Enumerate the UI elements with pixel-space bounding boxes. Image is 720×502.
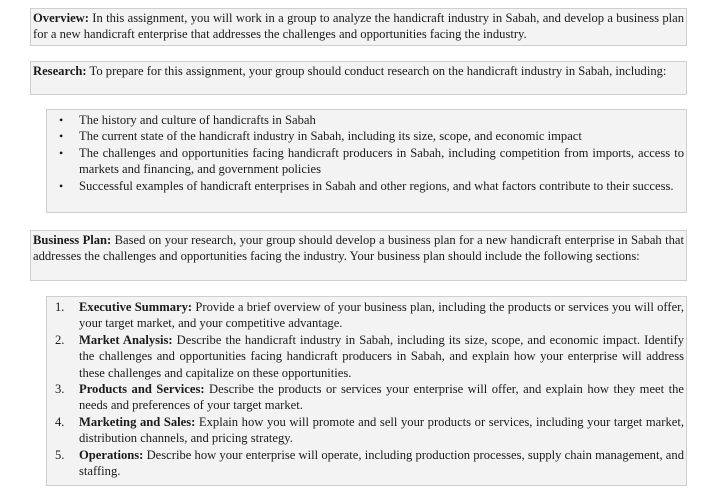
section-text: Describe how your enterprise will operate, including production processes, supply chain management, and staffing. — [79, 447, 684, 479]
overview-text: In this assignment, you will work in a group to analyze the handicraft industry in Sabah, and develop a business plan for a new handicraft enterprise that addresses the challenges and opportunities facing the industry. — [33, 11, 684, 42]
research-topics-list — [46, 109, 687, 213]
section-title: Operations: — [79, 447, 144, 462]
list-number: 5. — [55, 447, 65, 462]
list-item-text: Successful examples of handicraft enterprises in Sabah and other regions, and what factors contribute to their success. — [79, 178, 674, 193]
list-item — [47, 332, 684, 381]
business-plan-sections-list — [46, 296, 687, 486]
list-item — [47, 112, 684, 128]
list-item — [47, 447, 684, 480]
list-item — [47, 128, 684, 144]
bullet-icon: • — [59, 178, 64, 193]
bullet-icon: • — [59, 145, 64, 160]
business-plan-heading: Business Plan: — [33, 233, 112, 247]
business-plan-section — [30, 230, 687, 281]
research-section — [30, 61, 687, 95]
business-plan-text: Based on your research, your group should develop a business plan for a new handicraft enterprise in Sabah that addresses the challenges and opportunities facing the industry. Your business plan should include the following sections: — [33, 233, 684, 264]
section-title: Marketing and Sales: — [79, 414, 196, 429]
bullet-icon: • — [59, 113, 64, 127]
list-item — [47, 299, 684, 332]
list-number: 4. — [55, 414, 65, 429]
section-title: Products and Services: — [79, 382, 205, 397]
research-heading: Research: — [33, 64, 87, 78]
list-item — [47, 414, 684, 447]
section-text: Provide a brief overview of your business plan, including the products or services you will offer, your target market, and your competitive advantage. — [79, 300, 684, 331]
section-title: Executive Summary: — [79, 300, 193, 314]
overview-section — [30, 8, 687, 46]
list-item-text: The history and culture of handicrafts in Sabah — [79, 113, 316, 127]
list-item — [47, 381, 684, 414]
section-text: Describe the handicraft industry in Sabah, including its size, scope, and economic impact. Identify the challenges and opportunities facing handicraft producers in Sabah, and explain how your enterprise will address these challenges and capitalize on these opportunities. — [79, 332, 684, 380]
section-text: Describe the products or services your enterprise will offer, and explain how they meet the needs and preferences of your target market. — [79, 382, 684, 413]
list-item — [47, 178, 684, 194]
list-number: 1. — [55, 300, 65, 314]
section-text: Explain how you will promote and sell your products or services, including your target market, distribution channels, and pricing strategy. — [79, 414, 684, 446]
overview-heading: Overview: — [33, 11, 89, 25]
research-text: To prepare for this assignment, your group should conduct research on the handicraft industry in Sabah, including: — [86, 64, 667, 78]
bullet-icon: • — [59, 129, 64, 144]
section-title: Market Analysis: — [79, 332, 173, 347]
list-number: 3. — [55, 382, 65, 397]
list-number: 2. — [55, 332, 65, 347]
list-item — [47, 145, 684, 178]
list-item-text: The challenges and opportunities facing handicraft producers in Sabah, including competition from imports, access to markets and financing, and government policies — [79, 145, 684, 177]
list-item-text: The current state of the handicraft industry in Sabah, including its size, scope, and economic impact — [79, 129, 582, 144]
